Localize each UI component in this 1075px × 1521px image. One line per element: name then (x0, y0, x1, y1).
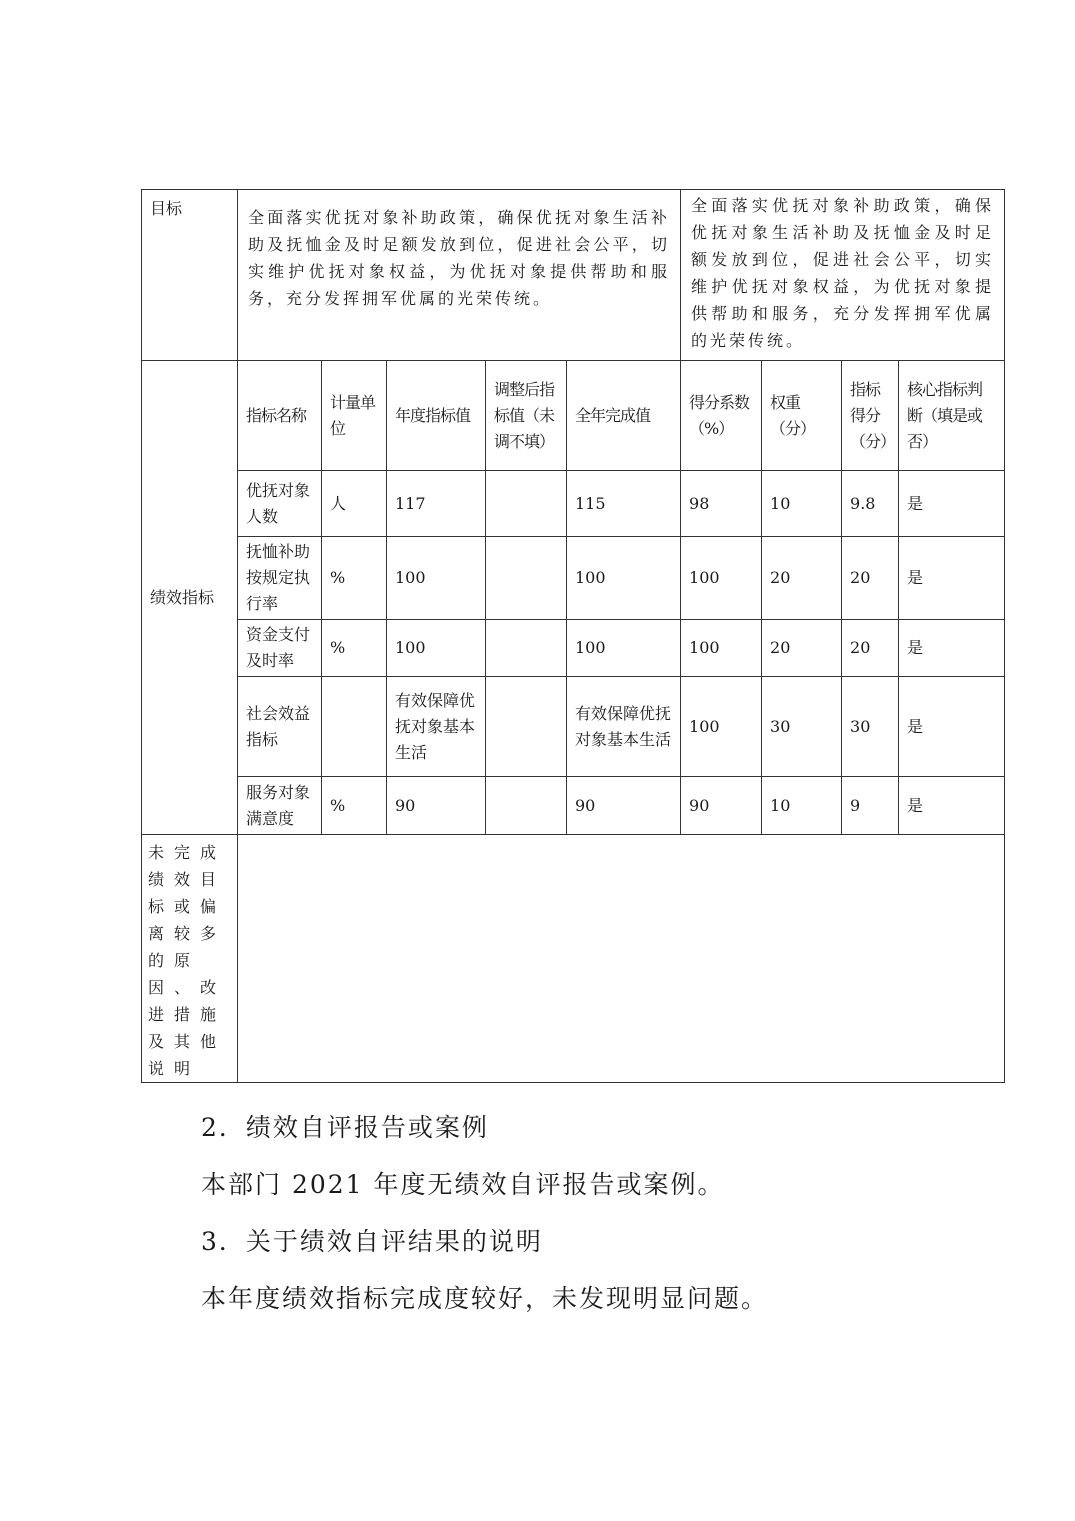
header-cell: 指标名称 (238, 361, 322, 471)
table-row (142, 620, 1005, 677)
table-cell: 10 (762, 471, 842, 537)
table-cell: 100 (567, 620, 681, 677)
table-cell: 20 (762, 620, 842, 677)
table-row (142, 677, 1005, 777)
table-cell: 有效保障优抚对象基本生活 (567, 677, 681, 777)
table-cell: 优抚对象人数 (238, 471, 322, 537)
table-cell: 100 (567, 537, 681, 620)
table-cell: 100 (681, 677, 762, 777)
table-cell: 是 (899, 537, 1005, 620)
table-cell: 资金支付及时率 (238, 620, 322, 677)
section-3-body: 本年度绩效指标完成度较好，未发现明显问题。 (201, 1284, 769, 1313)
goal-text-right: 全面落实优抚对象补助政策，确保优抚对象生活补助及抚恤金及时足额发放到位，促进社会公平，切实维护优抚对象权益，为优抚对象提供帮助和服务，充分发挥拥军优属的光荣传统。 (681, 190, 1005, 361)
table-cell: 100 (681, 537, 762, 620)
table-cell (486, 471, 567, 537)
table-cell: 20 (842, 620, 899, 677)
table-cell: 90 (681, 777, 762, 835)
table-cell: 30 (842, 677, 899, 777)
table-cell: 115 (567, 471, 681, 537)
table-cell: 是 (899, 471, 1005, 537)
table-cell: 抚恤补助按规定执行率 (238, 537, 322, 620)
table-row (142, 777, 1005, 835)
table-cell: 90 (567, 777, 681, 835)
header-cell: 得分系数（%） (681, 361, 762, 471)
table-cell: 10 (762, 777, 842, 835)
table-cell (322, 677, 387, 777)
table-cell (486, 677, 567, 777)
header-cell: 全年完成值 (567, 361, 681, 471)
section-2-heading: 2．绩效自评报告或案例 (201, 1113, 489, 1142)
table-cell: 服务对象满意度 (238, 777, 322, 835)
table-cell: 20 (842, 537, 899, 620)
goal-text-left: 全面落实优抚对象补助政策，确保优抚对象生活补助及抚恤金及时足额发放到位，促进社会公平，切实维护优抚对象权益，为优抚对象提供帮助和服务，充分发挥拥军优属的光荣传统。 (238, 190, 681, 361)
header-cell: 年度指标值 (387, 361, 486, 471)
table-cell: 90 (387, 777, 486, 835)
note-row (142, 835, 1005, 1083)
table-cell: % (322, 537, 387, 620)
table-cell: 117 (387, 471, 486, 537)
table-cell: 社会效益指标 (238, 677, 322, 777)
header-cell: 指标得分（分） (842, 361, 899, 471)
table-cell (486, 777, 567, 835)
table-row (142, 537, 1005, 620)
table-cell: 20 (762, 537, 842, 620)
header-cell: 调整后指标值（未调不填） (486, 361, 567, 471)
table-cell: 是 (899, 677, 1005, 777)
header-cell: 核心指标判断（填是或否） (899, 361, 1005, 471)
header-cell: 计量单位 (322, 361, 387, 471)
goal-label: 目标 (142, 190, 238, 361)
perf-label: 绩效指标 (142, 361, 238, 835)
table-cell: 是 (899, 777, 1005, 835)
section-3-heading: 3．关于绩效自评结果的说明 (201, 1227, 543, 1256)
section-2-body: 本部门 2021 年度无绩效自评报告或案例。 (201, 1170, 725, 1199)
table-cell (486, 537, 567, 620)
note-label: 未完成绩效目标或偏离较多的原因、改进措施及其他说明 (142, 835, 238, 1083)
table-cell: 人 (322, 471, 387, 537)
table-row (142, 471, 1005, 537)
table-cell: 100 (387, 537, 486, 620)
table-cell: 98 (681, 471, 762, 537)
table-cell: 9 (842, 777, 899, 835)
table-cell: 30 (762, 677, 842, 777)
table-cell: 100 (681, 620, 762, 677)
table-cell: % (322, 620, 387, 677)
table-cell: 有效保障优抚对象基本生活 (387, 677, 486, 777)
table-cell: 9.8 (842, 471, 899, 537)
header-cell: 权重（分） (762, 361, 842, 471)
performance-table (141, 189, 1005, 1083)
table-cell: 是 (899, 620, 1005, 677)
table-cell: 100 (387, 620, 486, 677)
goal-row (142, 190, 1005, 361)
table-cell (486, 620, 567, 677)
table-cell: % (322, 777, 387, 835)
note-text (238, 835, 1005, 1083)
header-row (142, 361, 1005, 471)
